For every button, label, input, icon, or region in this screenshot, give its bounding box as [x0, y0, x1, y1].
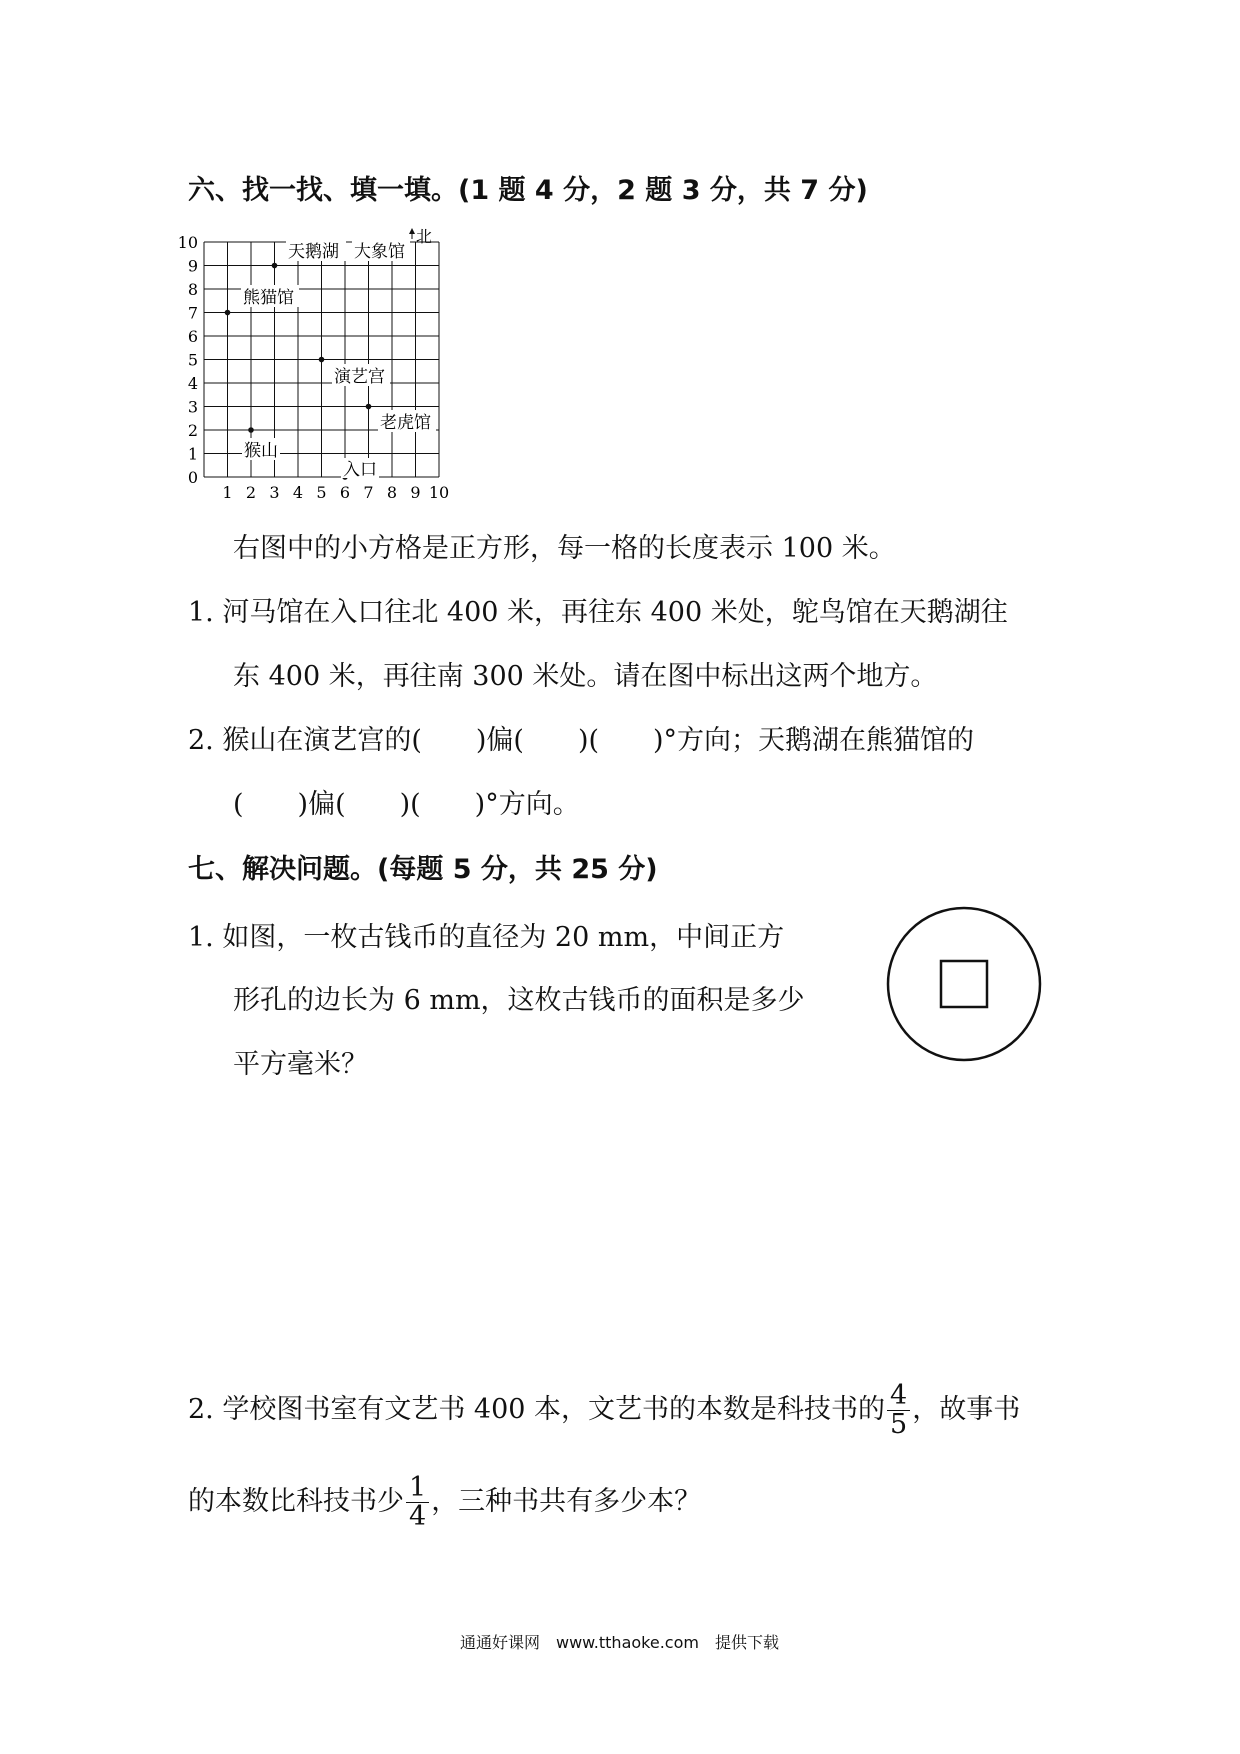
y-tick-label: 7 [187, 303, 198, 323]
entrance-label: 入口 [343, 460, 377, 480]
fraction-denominator: 5 [890, 1409, 908, 1440]
y-tick-label: 10 [177, 233, 198, 252]
s7-q2-line1 [188, 1382, 1020, 1439]
s6-q1-line2: 东 400 米，再往南 300 米处。请在图中标出这两个地方。 [233, 661, 938, 692]
panda-house-point [225, 310, 231, 316]
y-tick-label: 0 [187, 468, 198, 487]
x-tick-label: 8 [386, 483, 398, 502]
x-tick-label: 6 [339, 483, 351, 502]
s7-q1-line3: 平方毫米？ [233, 1049, 368, 1080]
theater-label: 演艺宫 [334, 367, 385, 387]
panda-house-label: 熊猫馆 [243, 288, 294, 308]
s7-q2-line2-text-b: ，三种书共有多少本？ [431, 1486, 702, 1517]
s6-q2-line1: 2. 猴山在演艺宫的( )偏( )( )°方向；天鹅湖在熊猫馆的 [188, 725, 975, 756]
s7-q2-line1-text-b: ，故事书 [912, 1394, 1021, 1425]
y-tick-label: 8 [187, 280, 198, 299]
section-6-heading: 六、找一找、填一填。(1 题 4 分，2 题 3 分，共 7 分) [188, 175, 868, 206]
x-tick-label: 3 [269, 483, 280, 502]
s7-q2-line2-text-a: 的本数比科技书少 [188, 1486, 404, 1517]
s7-q2-line2 [188, 1474, 701, 1531]
x-tick-label: 10 [428, 483, 450, 502]
coin-square-hole [941, 961, 987, 1007]
section-7-heading: 七、解决问题。(每题 5 分，共 25 分) [188, 854, 658, 885]
monkey-hill-point [248, 427, 254, 433]
y-tick-label: 9 [187, 256, 198, 276]
y-tick-label: 4 [187, 374, 198, 393]
ancient-coin-figure [884, 904, 1044, 1064]
s7-q1-line1: 1. 如图，一枚古钱币的直径为 20 mm，中间正方 [188, 922, 785, 953]
x-tick-label: 9 [410, 483, 421, 502]
zoo-grid-map [177, 222, 480, 502]
map-x-ticks [222, 483, 449, 502]
x-tick-label: 4 [292, 483, 304, 502]
swan-lake-label: 天鹅湖 [288, 242, 339, 262]
x-tick-label: 5 [316, 483, 327, 502]
y-tick-label: 3 [187, 397, 198, 417]
s7-q1-line2: 形孔的边长为 6 mm，这枚古钱币的面积是多少 [233, 985, 805, 1016]
monkey-hill-label: 猴山 [244, 441, 278, 461]
fraction-four-fifths [887, 1382, 910, 1439]
coin-circle [888, 908, 1040, 1060]
fraction-numerator: 4 [887, 1382, 910, 1411]
tiger-house-point [366, 404, 372, 410]
y-tick-label: 2 [187, 421, 198, 440]
x-tick-label: 2 [245, 483, 257, 502]
swan-lake-point [272, 263, 278, 269]
fraction-one-quarter [406, 1474, 429, 1531]
s6-q1-line1: 1. 河马馆在入口往北 400 米，再往东 400 米处，鸵鸟馆在天鹅湖往 [188, 597, 1008, 628]
s7-q2-line1-text-a: 2. 学校图书室有文艺书 400 本，文艺书的本数是科技书的 [188, 1394, 886, 1425]
fraction-numerator: 1 [406, 1474, 429, 1503]
y-tick-label: 1 [187, 444, 198, 464]
theater-point [319, 357, 325, 363]
x-tick-label: 1 [222, 483, 233, 502]
grid-scale-note: 右图中的小方格是正方形，每一格的长度表示 100 米。 [233, 533, 896, 564]
x-tick-label: 7 [363, 483, 374, 502]
fraction-denominator: 4 [409, 1501, 427, 1532]
y-tick-label: 5 [187, 350, 198, 370]
y-tick-label: 6 [187, 327, 198, 346]
footer-credit: 通通好课网 www.tthaoke.com 提供下载 [460, 1633, 779, 1652]
s6-q2-line2: ( )偏( )( )°方向。 [233, 789, 580, 820]
north-arrow-icon [409, 228, 415, 239]
tiger-house-label: 老虎馆 [380, 413, 431, 433]
elephant-house-label: 大象馆 [354, 242, 405, 262]
map-y-ticks [178, 233, 198, 487]
north-label: 北 [416, 227, 433, 246]
